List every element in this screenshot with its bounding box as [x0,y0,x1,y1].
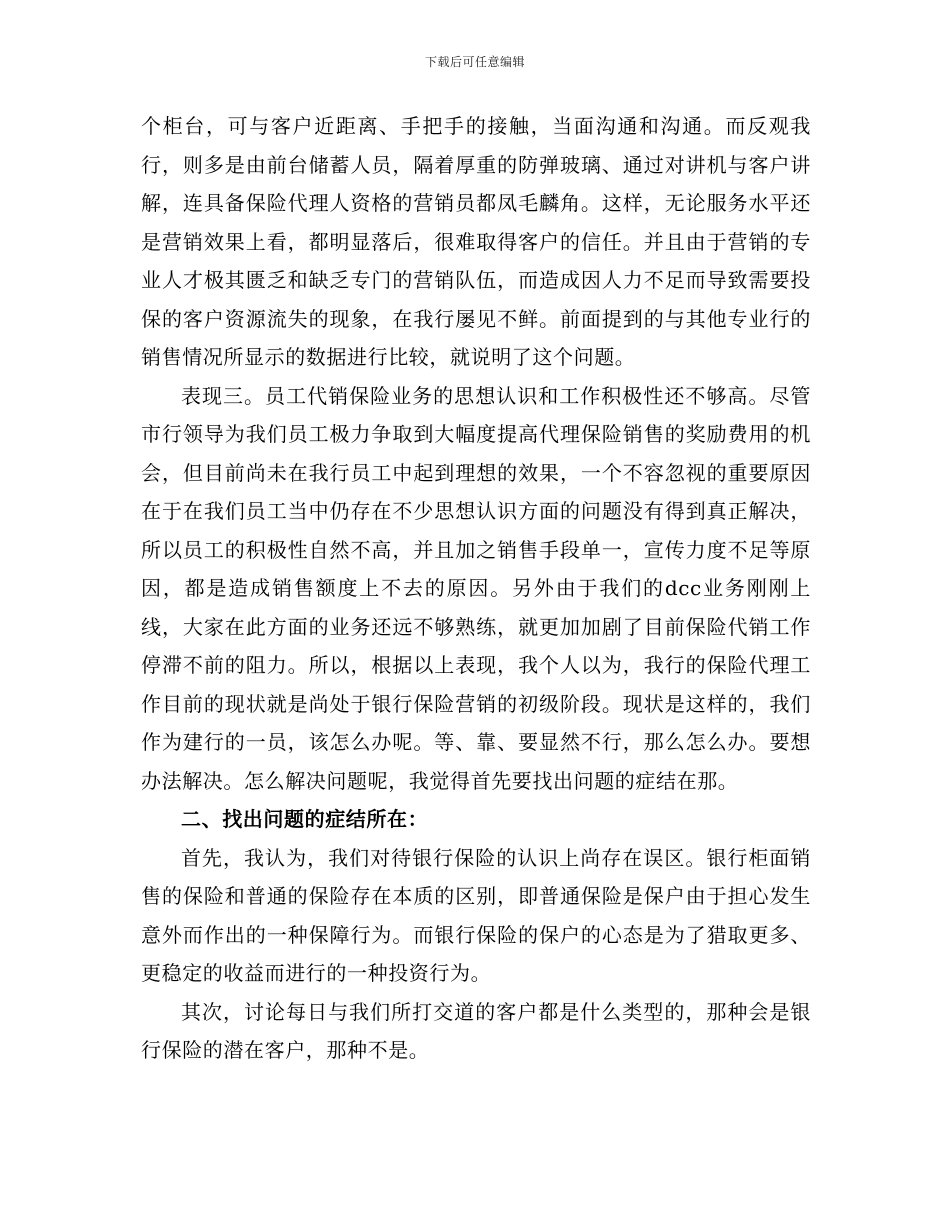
section-heading: 二、找出问题的症结所在： [181,807,429,831]
document-body [141,107,811,1070]
page-header: 下载后可任意编辑 [424,55,525,69]
paragraph-manifestation-three: 表现三。员工代销保险业务的思想认识和工作积极性还不够高。尽管市行领导为我们员工极力争取到大幅度提高代理保险销售的奖励费用的机会，但目前尚未在我行员工中起到理想的效果，一个不容忽视的重要原因在于在我们员工当中仍存在不少思想认识方面的问题没有得到真正解决，所以员工的积极性自然不高，并且加之销售手段单一，宣传力度不足等原因，都是造成销售额度上不去的原因。另外由于我们的dcc业务刚刚上线，大家在此方面的业务还远不够熟练，就更加加剧了目前保险代销工作停滞不前的阻力。所以，根据以上表现，我个人以为，我行的保险代理工作目前的现状就是尚处于银行保险营销的初级阶段。现状是这样的，我们作为建行的一员，该怎么办呢。等、靠、要显然不行，那么怎么办。要想办法解决。怎么解决问题呢，我觉得首先要找出问题的症结在那。 [141,383,811,793]
paragraph-first-point: 首先，我认为，我们对待银行保险的认识上尚存在误区。银行柜面销售的保险和普通的保险存在本质的区别，即普通保险是保户由于担心发生意外而作出的一种保障行为。而银行保险的保户的心态是为了猎取更多、更稳定的收益而进行的一种投资行为。 [141,845,811,985]
paragraph-second-point: 其次，讨论每日与我们所打交道的客户都是什么类型的，那种会是银行保险的潜在客户，那种不是。 [141,999,811,1062]
paragraph-continuation: 个柜台，可与客户近距离、手把手的接触，当面沟通和沟通。而反观我行，则多是由前台储蓄人员，隔着厚重的防弹玻璃、通过对讲机与客户讲解，连具备保险代理人资格的营销员都凤毛麟角。这样，无论服务水平还是营销效果上看，都明显落后，很难取得客户的信任。并且由于营销的专业人才极其匮乏和缺乏专门的营销队伍，而造成因人力不足而导致需要投保的客户资源流失的现象，在我行屡见不鲜。前面提到的与其他专业行的销售情况所显示的数据进行比较，就说明了这个问题。 [141,114,811,369]
